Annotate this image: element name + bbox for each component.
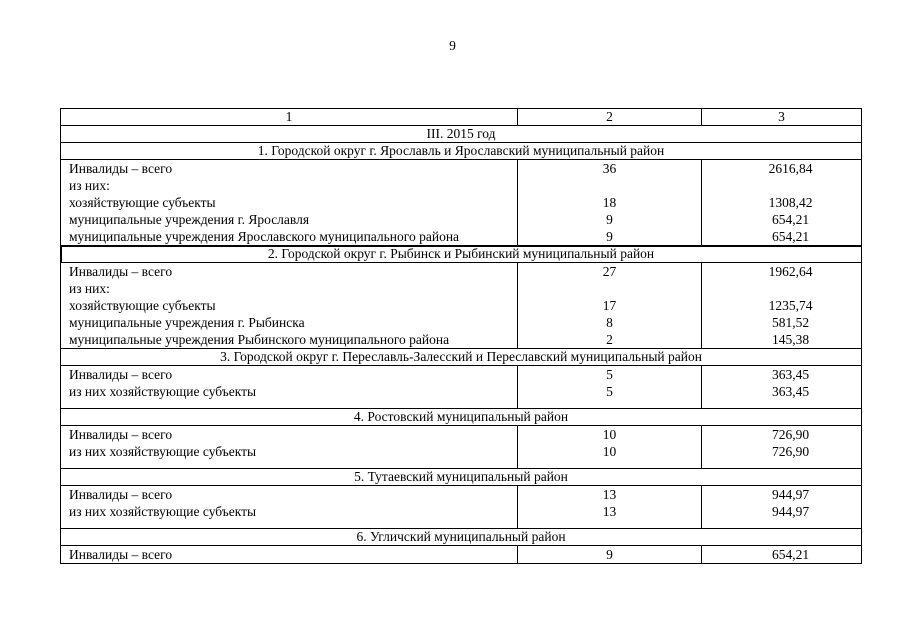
row-amount: 1962,64 bbox=[768, 264, 813, 279]
row-amount: 654,21 bbox=[771, 212, 810, 227]
row-label: из них хозяйствующие субъекты bbox=[69, 384, 257, 399]
row-spacer bbox=[720, 460, 861, 468]
row-label: из них: bbox=[69, 281, 110, 296]
row-count: 9 bbox=[606, 229, 613, 244]
row-spacer bbox=[720, 520, 861, 528]
row-label-cell bbox=[61, 486, 518, 529]
row-label: Инвалиды – всего bbox=[69, 161, 173, 176]
row-amount-cell bbox=[702, 160, 862, 246]
row-amount: 145,38 bbox=[771, 332, 810, 347]
row-amount: 654,21 bbox=[771, 229, 810, 244]
column-header-row bbox=[61, 109, 862, 126]
page-number: 9 bbox=[449, 38, 456, 53]
row-label: муниципальные учреждения г. Рыбинска bbox=[69, 315, 305, 330]
row-amount-cell bbox=[702, 546, 862, 564]
row-count: 13 bbox=[602, 487, 617, 502]
row-amount: 944,97 bbox=[771, 504, 810, 519]
district-heading: 2. Городской округ г. Рыбинск и Рыбинский муниципальный район bbox=[61, 246, 862, 263]
row-spacer bbox=[69, 520, 517, 528]
row-label-cell bbox=[61, 160, 518, 246]
row-label-cell bbox=[61, 546, 518, 564]
row-count bbox=[518, 177, 701, 194]
district-data-row bbox=[61, 366, 862, 409]
district-heading-row bbox=[61, 246, 862, 263]
year-heading-row bbox=[61, 126, 862, 143]
row-amount: 363,45 bbox=[771, 367, 810, 382]
row-count-cell bbox=[518, 160, 702, 246]
row-label-cell bbox=[61, 366, 518, 409]
row-amount: 1235,74 bbox=[768, 298, 813, 313]
row-label: муниципальные учреждения Ярославского муниципального района bbox=[69, 229, 460, 244]
row-count bbox=[518, 280, 701, 297]
row-amount: 654,21 bbox=[771, 547, 810, 562]
district-heading: 4. Ростовский муниципальный район bbox=[61, 409, 862, 426]
row-count-cell bbox=[518, 263, 702, 349]
row-count: 27 bbox=[602, 264, 617, 279]
row-count: 18 bbox=[602, 195, 617, 210]
row-count: 17 bbox=[602, 298, 617, 313]
row-label: муниципальные учреждения Рыбинского муниципального района bbox=[69, 332, 450, 347]
row-count: 9 bbox=[606, 547, 613, 562]
row-count: 10 bbox=[602, 427, 617, 442]
row-amount bbox=[720, 280, 861, 297]
row-amount-cell bbox=[702, 426, 862, 469]
district-data-row bbox=[61, 263, 862, 349]
district-heading-row bbox=[61, 529, 862, 546]
row-count: 10 bbox=[602, 444, 617, 459]
row-label: хозяйствующие субъекты bbox=[69, 298, 216, 313]
row-label: Инвалиды – всего bbox=[69, 487, 173, 502]
row-amount-cell bbox=[702, 263, 862, 349]
row-count: 13 bbox=[602, 504, 617, 519]
row-label: из них хозяйствующие субъекты bbox=[69, 504, 257, 519]
row-spacer bbox=[518, 400, 701, 408]
row-count: 5 bbox=[606, 367, 613, 382]
district-heading: 3. Городской округ г. Переславль-Залесский и Переславский муниципальный район bbox=[61, 349, 862, 366]
data-table bbox=[60, 108, 862, 564]
row-count: 8 bbox=[606, 315, 613, 330]
column-header: 2 bbox=[518, 109, 702, 126]
column-header: 1 bbox=[61, 109, 518, 126]
row-amount: 581,52 bbox=[771, 315, 810, 330]
district-heading: 6. Угличский муниципальный район bbox=[61, 529, 862, 546]
district-data-row bbox=[61, 426, 862, 469]
row-count: 36 bbox=[602, 161, 617, 176]
row-amount: 944,97 bbox=[771, 487, 810, 502]
district-heading: 1. Городской округ г. Ярославль и Ярославский муниципальный район bbox=[61, 143, 862, 160]
year-heading: III. 2015 год bbox=[61, 126, 862, 143]
row-amount: 1308,42 bbox=[768, 195, 813, 210]
row-spacer bbox=[69, 400, 517, 408]
district-data-row bbox=[61, 546, 862, 564]
row-label: из них: bbox=[69, 178, 110, 193]
row-amount: 726,90 bbox=[771, 444, 810, 459]
row-amount-cell bbox=[702, 486, 862, 529]
row-spacer bbox=[720, 400, 861, 408]
district-heading-row bbox=[61, 469, 862, 486]
row-count: 9 bbox=[606, 212, 613, 227]
row-amount: 363,45 bbox=[771, 384, 810, 399]
row-label-cell bbox=[61, 426, 518, 469]
row-amount: 2616,84 bbox=[768, 161, 813, 176]
row-count: 2 bbox=[606, 332, 613, 347]
column-header: 3 bbox=[702, 109, 862, 126]
row-label: хозяйствующие субъекты bbox=[69, 195, 216, 210]
row-label: муниципальные учреждения г. Ярославля bbox=[69, 212, 310, 227]
row-label: из них хозяйствующие субъекты bbox=[69, 444, 257, 459]
row-count: 5 bbox=[606, 384, 613, 399]
row-count-cell bbox=[518, 426, 702, 469]
district-data-row bbox=[61, 486, 862, 529]
row-spacer bbox=[518, 520, 701, 528]
row-label: Инвалиды – всего bbox=[69, 547, 173, 562]
row-label-cell bbox=[61, 263, 518, 349]
district-heading: 5. Тутаевский муниципальный район bbox=[61, 469, 862, 486]
district-heading-row bbox=[61, 143, 862, 160]
district-heading-row bbox=[61, 409, 862, 426]
row-count-cell bbox=[518, 366, 702, 409]
row-label: Инвалиды – всего bbox=[69, 367, 173, 382]
row-amount-cell bbox=[702, 366, 862, 409]
row-amount bbox=[720, 177, 861, 194]
row-count-cell bbox=[518, 486, 702, 529]
row-spacer bbox=[69, 460, 517, 468]
row-label: Инвалиды – всего bbox=[69, 264, 173, 279]
row-count-cell bbox=[518, 546, 702, 564]
district-heading-row bbox=[61, 349, 862, 366]
row-amount: 726,90 bbox=[771, 427, 810, 442]
row-spacer bbox=[518, 460, 701, 468]
district-data-row bbox=[61, 160, 862, 246]
row-label: Инвалиды – всего bbox=[69, 427, 173, 442]
